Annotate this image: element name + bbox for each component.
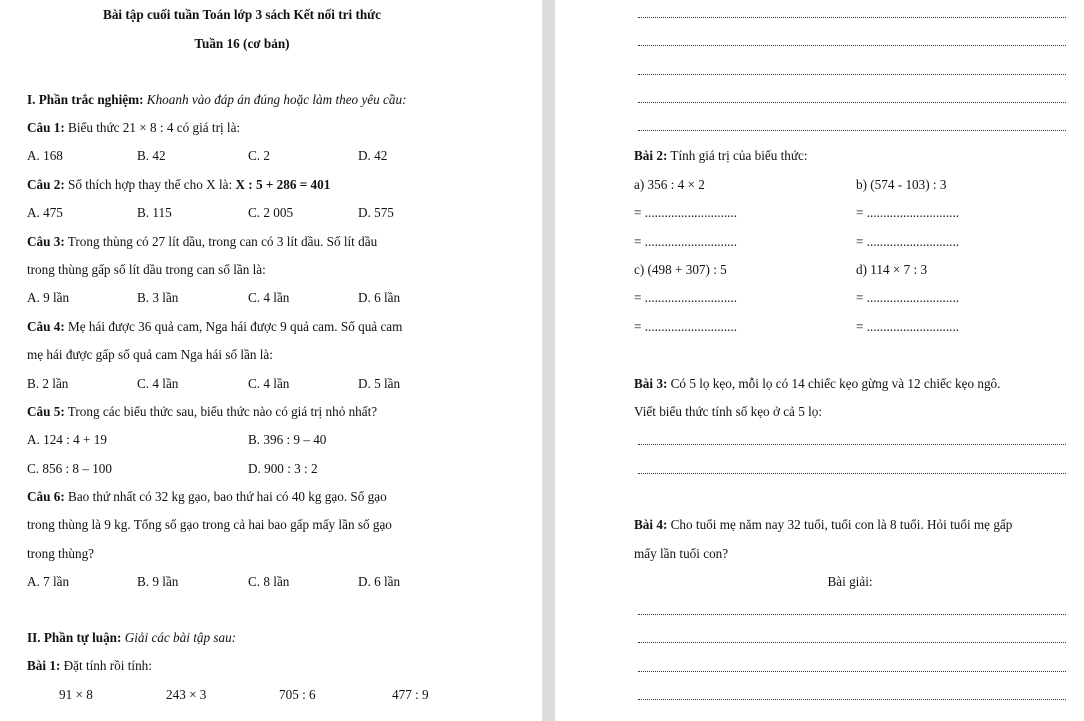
question-3 [27, 233, 377, 251]
result-blank[interactable]: = ............................ [634, 234, 738, 249]
page-gutter [542, 0, 555, 721]
question-text: Bao thứ nhất có 32 kg gạo, bao thứ hai có 40 kg gạo. Số gạo [68, 489, 387, 504]
option[interactable]: A. 7 lần [27, 574, 70, 589]
answer-line [638, 671, 1066, 672]
answer-line [638, 130, 1066, 131]
question-label: Câu 1: [27, 120, 65, 135]
exercise-text: Cho tuổi mẹ năm nay 32 tuổi, tuổi con là 8 tuổi. Hỏi tuổi mẹ gấp [670, 517, 1013, 532]
answer-line [638, 473, 1066, 474]
question-2 [27, 176, 330, 194]
expression-d: d) 114 × 7 : 3 [856, 262, 928, 277]
exercise-text-cont: Viết biểu thức tính số kẹo ở cả 5 lọ: [634, 404, 823, 419]
question-4 [27, 318, 402, 336]
answer-line [638, 444, 1066, 445]
exercise-label: Bài 2: [634, 148, 668, 163]
option[interactable]: B. 3 lần [137, 290, 179, 305]
question-5 [27, 403, 377, 421]
part1-heading-line [27, 91, 406, 109]
document-title: Bài tập cuối tuần Toán lớp 3 sách Kết nối tri thức [103, 7, 381, 22]
option[interactable]: C. 4 lần [137, 376, 179, 391]
option[interactable]: D. 6 lần [358, 574, 401, 589]
expression-a: a) 356 : 4 × 2 [634, 177, 705, 192]
answer-line [638, 614, 1066, 615]
result-blank[interactable]: = ............................ [856, 205, 960, 220]
option[interactable]: C. 8 lần [248, 574, 290, 589]
option[interactable]: A. 168 [27, 148, 63, 163]
answer-line [638, 102, 1066, 103]
question-text: Mẹ hái được 36 quả cam, Nga hái được 9 quả cam. Số quả cam [68, 319, 403, 334]
question-text: Biểu thức 21 × 8 : 4 có giá trị là: [68, 120, 241, 135]
answer-line [638, 74, 1066, 75]
option[interactable]: C. 4 lần [248, 376, 290, 391]
answer-line [638, 642, 1066, 643]
exercise-text: Có 5 lọ kẹo, mỗi lọ có 14 chiếc kẹo gừng và 12 chiếc kẹo ngô. [670, 376, 1001, 391]
option[interactable]: C. 2 [248, 148, 270, 163]
question-expression: X : 5 + 286 = 401 [235, 177, 331, 192]
exercise-2 [634, 147, 808, 165]
part2-heading: II. Phần tự luận: [27, 630, 122, 645]
question-text-cont: trong thùng gấp số lít dầu trong can số lần là: [27, 262, 266, 277]
option[interactable]: B. 396 : 9 – 40 [248, 432, 327, 447]
calc-item: 91 × 8 [59, 687, 93, 702]
question-text: Trong các biểu thức sau, biểu thức nào có giá trị nhỏ nhất? [67, 404, 378, 419]
option[interactable]: C. 2 005 [248, 205, 294, 220]
option[interactable]: C. 856 : 8 – 100 [27, 461, 112, 476]
exercise-label: Bài 4: [634, 517, 668, 532]
option[interactable]: D. 575 [358, 205, 394, 220]
result-blank[interactable]: = ............................ [856, 234, 960, 249]
option[interactable]: A. 124 : 4 + 19 [27, 432, 107, 447]
document-subtitle: Tuần 16 (cơ bản) [194, 36, 290, 51]
expression-b: b) (574 - 103) : 3 [856, 177, 947, 192]
exercise-3 [634, 375, 1000, 393]
option[interactable]: B. 2 lần [27, 376, 69, 391]
exercise-text: Tính giá trị của biểu thức: [670, 148, 808, 163]
option[interactable]: D. 5 lần [358, 376, 401, 391]
question-label: Câu 5: [27, 404, 65, 419]
option[interactable]: D. 900 : 3 : 2 [248, 461, 318, 476]
exercise-label: Bài 1: [27, 658, 61, 673]
exercise-4 [634, 516, 1012, 534]
page-right [555, 0, 1084, 721]
question-text: Số thích hợp thay thế cho X là: [68, 177, 236, 192]
exercise-text: Đặt tính rồi tính: [63, 658, 152, 673]
result-blank[interactable]: = ............................ [856, 319, 960, 334]
question-label: Câu 6: [27, 489, 65, 504]
option[interactable]: A. 475 [27, 205, 63, 220]
question-label: Câu 3: [27, 234, 65, 249]
part2-heading-line [27, 629, 236, 647]
answer-line [638, 17, 1066, 18]
part1-instruction: Khoanh vào đáp án đúng hoặc làm theo yêu cầu: [146, 92, 407, 107]
question-1 [27, 119, 240, 137]
part2-instruction: Giải các bài tập sau: [124, 630, 237, 645]
option[interactable]: B. 42 [137, 148, 166, 163]
result-blank[interactable]: = ............................ [634, 290, 738, 305]
answer-line [638, 45, 1066, 46]
result-blank[interactable]: = ............................ [856, 290, 960, 305]
question-text-cont: trong thùng là 9 kg. Tổng số gạo trong cả hai bao gấp mấy lần số gạo [27, 517, 392, 532]
exercise-text-cont: mấy lần tuổi con? [634, 546, 729, 561]
option[interactable]: C. 4 lần [248, 290, 290, 305]
calc-item: 243 × 3 [166, 687, 207, 702]
question-text: Trong thùng có 27 lít dầu, trong can có 3 lít dầu. Số lít dầu [67, 234, 378, 249]
option[interactable]: A. 9 lần [27, 290, 70, 305]
option[interactable]: D. 42 [358, 148, 388, 163]
solution-heading: Bài giải: [827, 574, 873, 589]
exercise-label: Bài 3: [634, 376, 668, 391]
question-label: Câu 2: [27, 177, 65, 192]
option[interactable]: B. 115 [137, 205, 172, 220]
part1-heading: I. Phần trắc nghiệm: [27, 92, 144, 107]
result-blank[interactable]: = ............................ [634, 319, 738, 334]
calc-item: 477 : 9 [392, 687, 429, 702]
option[interactable]: B. 9 lần [137, 574, 179, 589]
question-text-cont: mẹ hái được gấp số quả cam Nga hái số lần là: [27, 347, 273, 362]
result-blank[interactable]: = ............................ [634, 205, 738, 220]
exercise-1 [27, 657, 152, 675]
expression-c: c) (498 + 307) : 5 [634, 262, 727, 277]
question-label: Câu 4: [27, 319, 65, 334]
calc-item: 705 : 6 [279, 687, 316, 702]
question-text-cont: trong thùng? [27, 546, 95, 561]
answer-line [638, 699, 1066, 700]
option[interactable]: D. 6 lần [358, 290, 401, 305]
question-6 [27, 488, 387, 506]
